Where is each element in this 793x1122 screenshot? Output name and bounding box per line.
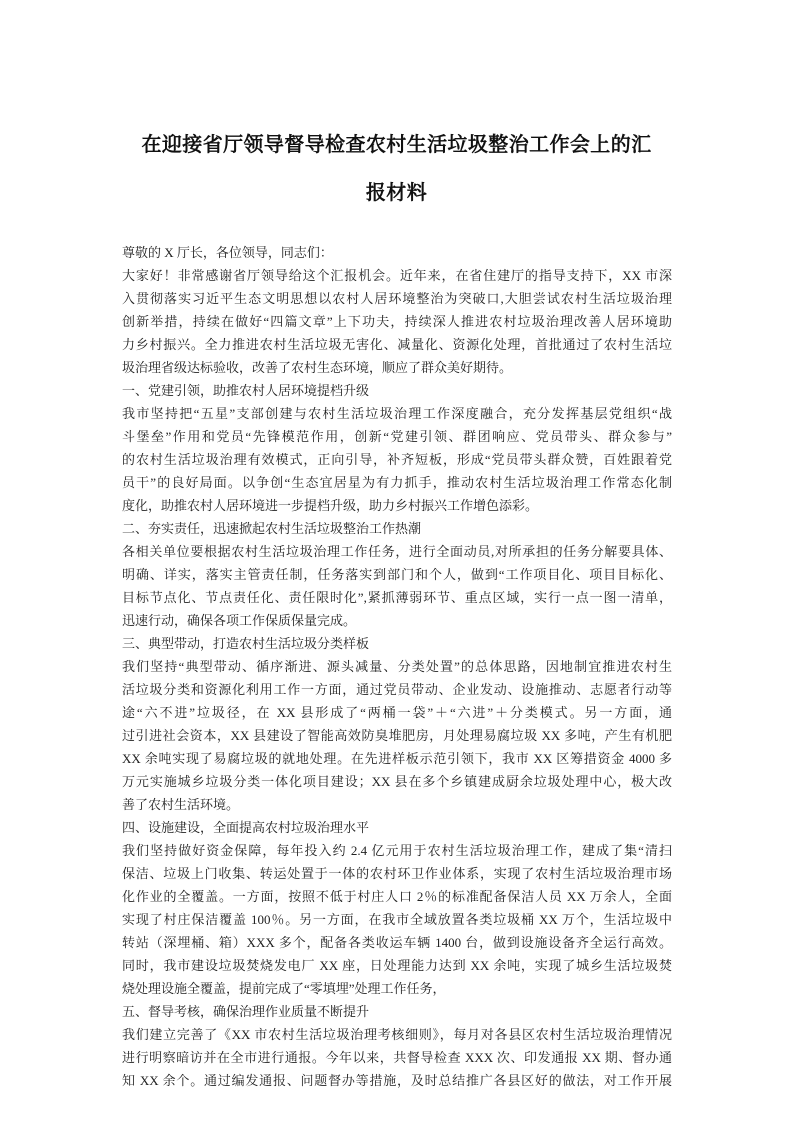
body-line: 知 XX 余个。通过编发通报、问题督办等措施，及时总结推广各县区好的做法，对工作开展 [122, 1073, 672, 1088]
section-heading [122, 517, 672, 540]
section-heading-text: 二、夯实责任，迅速掀起农村生活垃圾整治工作热潮 [122, 521, 422, 536]
body-line: 圾治理省级达标验收，改善了农村生态环境，顺应了群众美好期待。 [122, 360, 513, 375]
body-line: 各相关单位要根据农村生活垃圾治理工作任务，进行全面动员,对所承担的任务分解要具体、 [122, 544, 672, 559]
body-line: 我们坚持“典型带动、循序渐进、源头减量、分类处置”的总体思路，因地制宜推进农村生 [122, 659, 672, 674]
body-line: 的农村生活垃圾治理有效模式，正向引导，补齐短板，形成“党员带头群众赞，百姓跟着党 [122, 452, 672, 467]
body-line: 尊敬的 X 厅长，各位领导，同志们： [122, 245, 333, 260]
document-body [122, 241, 672, 1092]
title-line: 在迎接省厅领导督导检查农村生活垃圾整治工作会上的汇 [141, 134, 652, 156]
body-line: 迅速行动，确保各项工作保质保量完成。 [122, 613, 357, 628]
body-line: XX 余吨实现了易腐垃圾的就地处理。在先进样板示范引领下，我市 XX 区筹措资金 4000 多 [122, 751, 672, 766]
document-title [0, 121, 793, 217]
body-line: 度化，助推农村人居环境进一步提档升级，助力乡村振兴工作增色添彩。 [122, 498, 539, 513]
section-heading [122, 632, 672, 655]
body-line: 化作业的全覆盖。一方面，按照不低于村庄人口 2％的标准配备保洁人员 XX 万余人，全面 [122, 889, 672, 904]
section-heading-text: 五、督导考核，确保治理作业质量不断提升 [122, 1004, 370, 1019]
paragraph [122, 264, 672, 379]
section-heading-text: 三、典型带动，打造农村生活垃圾分类样板 [122, 636, 370, 651]
body-line: 活垃圾分类和资源化利用工作一方面，通过党员带动、企业发动、设施推动、志愿者行动等 [122, 682, 672, 697]
body-line: 善了农村生活环境。 [122, 797, 240, 812]
section-heading-text: 一、党建引领，助推农村人居环境提档升级 [122, 383, 370, 398]
body-line: 目标节点化、节点责任化、责任限时化”,紧抓薄弱环节、重点区域，实行一点一图一清单， [122, 590, 672, 605]
body-line: 创新举措，持续在做好“四篇文章”上下功夫，持续深人推进农村垃圾治理改善人居环境助 [122, 314, 672, 329]
body-line: 万元实施城乡垃圾分类一体化项目建设；XX 县在多个乡镇建成厨余垃圾处理中心，极大改 [122, 774, 672, 789]
body-line: 进行明察暗访并在全市进行通报。今年以来，共督导检查 XXX 次、印发通报 XX 期、督办通 [122, 1050, 672, 1065]
body-line: 同时，我市建设垃圾焚烧发电厂 XX 座，日处理能力达到 XX 余吨，实现了城乡生活垃圾焚 [122, 958, 672, 973]
section-heading-text: 四、设施建设，全面提高农村垃圾治理水平 [122, 820, 370, 835]
paragraph [122, 402, 672, 517]
paragraph [122, 839, 672, 1000]
title-line: 报材料 [365, 182, 428, 204]
body-line: 员干”的良好局面。以争创“生态宜居星为有力抓手，推动农村生活垃圾治理工作常态化制 [122, 475, 672, 490]
body-line: 转站（深埋桶、箱）XXX 多个，配备各类收运车辆 1400 台，做到设施设备齐全运行高效。 [122, 935, 672, 950]
section-heading [122, 816, 672, 839]
section-heading [122, 1000, 672, 1023]
body-line: 力乡村振兴。全力推进农村生活垃圾无害化、减量化、资源化处理，首批通过了农村生活垃 [122, 337, 672, 352]
body-line: 过引进社会资本，XX 县建设了智能高效防臭堆肥房，月处理易腐垃圾 XX 多吨，产生有机肥 [122, 728, 672, 743]
body-line: 实现了村庄保洁覆盖 100％。另一方面，在我市全域放置各类垃圾桶 XX 万个，生活垃圾中 [122, 912, 672, 927]
body-line: 明确、详实，落实主管责任制，任务落实到部门和个人，做到“工作项目化、项目目标化、 [122, 567, 672, 582]
body-line: 大家好！非常感谢省厅领导给这个汇报机会。近年来，在省住建厅的指导支持下，XX 市深 [122, 268, 672, 283]
body-line: 我市坚持把“五星”支部创建与农村生活垃圾治理工作深度融合，充分发挥基层党组织“战 [122, 406, 672, 421]
paragraph [122, 655, 672, 816]
body-line: 途“六不进”垃圾径，在 XX 县形成了“两桶一袋”＋“六进”＋分类模式。另一方面，通 [122, 705, 672, 720]
section-heading [122, 379, 672, 402]
body-line: 烧处理设施全覆盖，提前完成了“零填埋”处理工作任务， [122, 981, 446, 996]
body-line: 我们建立完善了《XX 市农村生活垃圾治理考核细则》，每月对各县区农村生活垃圾治理情况 [122, 1027, 672, 1042]
body-line: 我们坚持做好资金保障，每年投入约 2.4 亿元用于农村生活垃圾治理工作，建成了集“清扫 [122, 843, 672, 858]
body-line: 斗堡垒”作用和党员“先锋模范作用，创新“党建引领、群团响应、党员带头、群众参与” [122, 429, 672, 444]
body-line: 入贯彻落实习近平生态文明思想以农村人居环境整治为突破口,大胆尝试农村生活垃圾治理 [122, 291, 672, 306]
paragraph [122, 1023, 672, 1092]
paragraph [122, 540, 672, 632]
body-line: 保洁、垃圾上门收集、转运处置于一体的农村环卫作业体系，实现了农村生活垃圾治理市场 [122, 866, 672, 881]
salutation [122, 241, 672, 264]
